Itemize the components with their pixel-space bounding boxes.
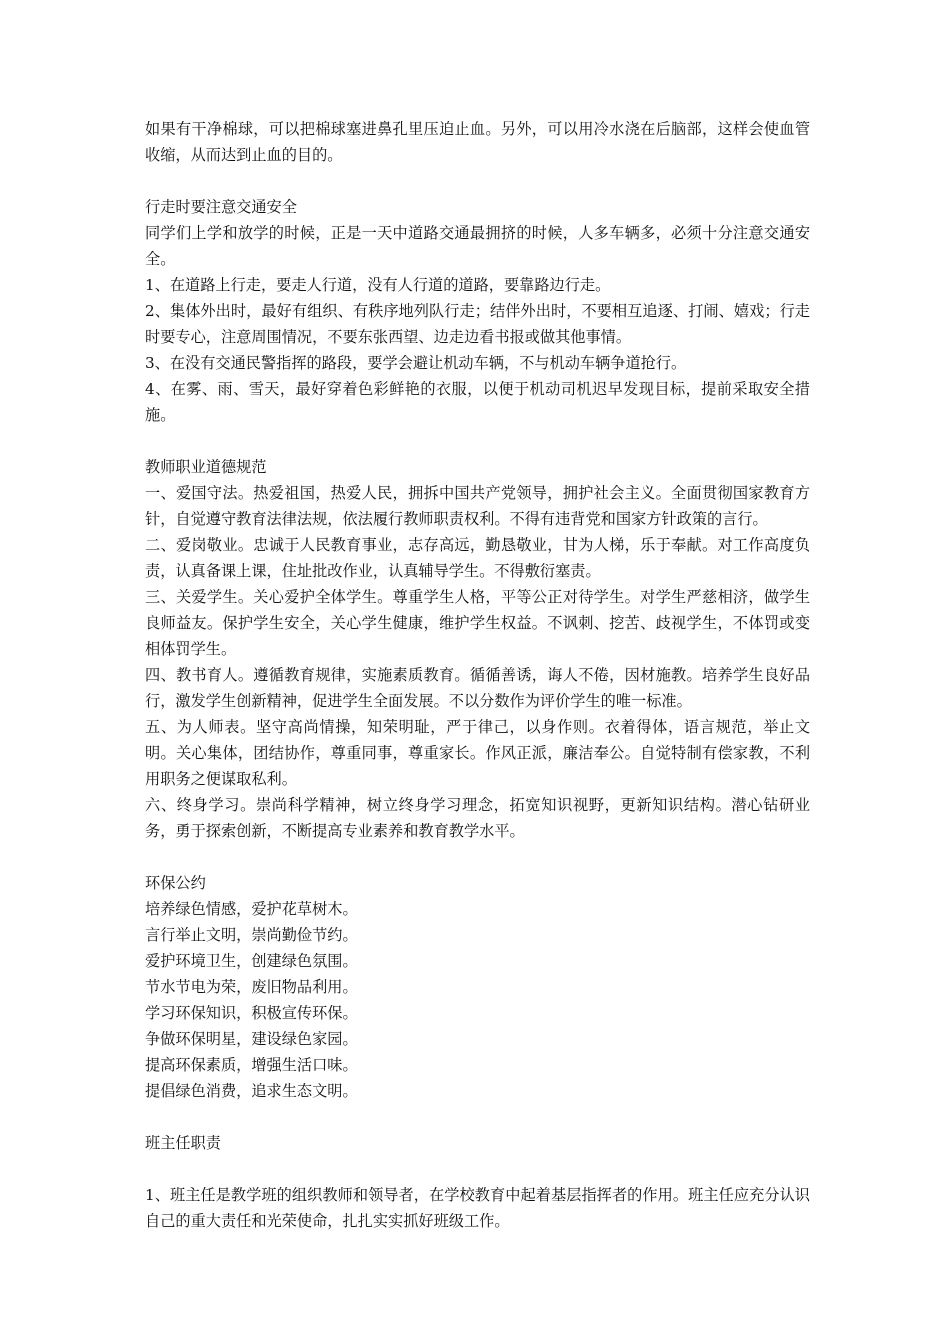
pledge-line: 言行举止文明，崇尚勤俭节约。 [145,926,358,944]
section-head-teacher-duties [145,1130,810,1156]
section-nosebleed [145,116,810,168]
section-environment-pledge [145,870,810,1104]
list-item: 一、爱国守法。热爱祖国，热爱人民，拥拆中国共产党领导，拥护社会主义。全面贯彻国家教育方针，自觉遵守教育法律法规，依法履行教师职责权利。不得有违背党和国家方针政策的言行。 [145,484,810,528]
pledge-line: 争做环保明星，建设绿色家园。 [145,1030,358,1048]
pledge-line: 爱护环境卫生，创建绿色氛围。 [145,952,358,970]
list-item: 三、关爱学生。关心爱护全体学生。尊重学生人格，平等公正对待学生。对学生严慈相济，做学生良师益友。保护学生安全，关心学生健康，维护学生权益。不讽刺、挖苦、歧视学生，不体罚或变相体罚学生。 [145,588,810,658]
pledge-line: 节水节电为荣，废旧物品利用。 [145,978,358,996]
section-title: 行走时要注意交通安全 [145,198,297,216]
section-title: 环保公约 [145,874,206,892]
list-item: 3、在没有交通民警指挥的路段，要学会避让机动车辆，不与机动车辆争道抢行。 [145,354,687,372]
pledge-line: 培养绿色情感，爱护花草树木。 [145,900,358,918]
list-item: 1、在道路上行走，要走人行道，没有人行道的道路，要靠路边行走。 [145,276,611,294]
list-item: 1、班主任是教学班的组织教师和领导者，在学校教育中起着基层指挥者的作用。班主任应充分认识自己的重大责任和光荣使命，扎扎实实抓好班级工作。 [145,1186,810,1230]
list-item: 四、教书育人。遵循教育规律，实施素质教育。循循善诱，诲人不倦，因材施教。培养学生良好品行，激发学生创新精神，促进学生全面发展。不以分数作为评价学生的唯一标准。 [145,666,810,710]
section-traffic-safety [145,194,810,428]
pledge-line: 学习环保知识，积极宣传环保。 [145,1004,358,1022]
pledge-line: 提高环保素质，增强生活口味。 [145,1056,358,1074]
list-item: 五、为人师表。坚守高尚情操，知荣明耻，严于律己，以身作则。衣着得体，语言规范，举止文明。关心集体，团结协作，尊重同事，尊重家长。作风正派，廉洁奉公。自觉特制有偿家教，不利用职务之便谋取私利。 [145,718,810,788]
section-head-teacher-item [145,1182,810,1234]
list-item: 六、终身学习。崇尚科学精神，树立终身学习理念，拓宽知识视野，更新知识结构。潜心钻研业务，勇于探索创新，不断提高专业素养和教育教学水平。 [145,796,810,840]
list-item: 4、在雾、雨、雪天，最好穿着色彩鲜艳的衣服，以便于机动司机迟早发现目标，提前采取安全措施。 [145,380,810,424]
list-item: 二、爱岗敬业。忠诚于人民教育事业，志存高远，勤恳敬业，甘为人梯，乐于奉献。对工作高度负责，认真备课上课，住址批改作业，认真辅导学生。不得敷衍塞责。 [145,536,810,580]
section-teacher-ethics [145,454,810,844]
section-title: 教师职业道德规范 [145,458,267,476]
paragraph: 如果有干净棉球，可以把棉球塞进鼻孔里压迫止血。另外，可以用冷水浇在后脑部，这样会使血管收缩，从而达到止血的目的。 [145,120,810,164]
document-body [145,116,810,1234]
list-item: 2、集体外出时，最好有组织、有秩序地列队行走；结伴外出时，不要相互追逐、打闹、嬉戏；行走时要专心，注意周围情况，不要东张西望、边走边看书报或做其他事情。 [145,302,810,346]
section-title: 班主任职责 [145,1134,221,1152]
pledge-line: 提倡绿色消费，追求生态文明。 [145,1082,358,1100]
paragraph: 同学们上学和放学的时候，正是一天中道路交通最拥挤的时候，人多车辆多，必须十分注意交通安全。 [145,224,810,268]
